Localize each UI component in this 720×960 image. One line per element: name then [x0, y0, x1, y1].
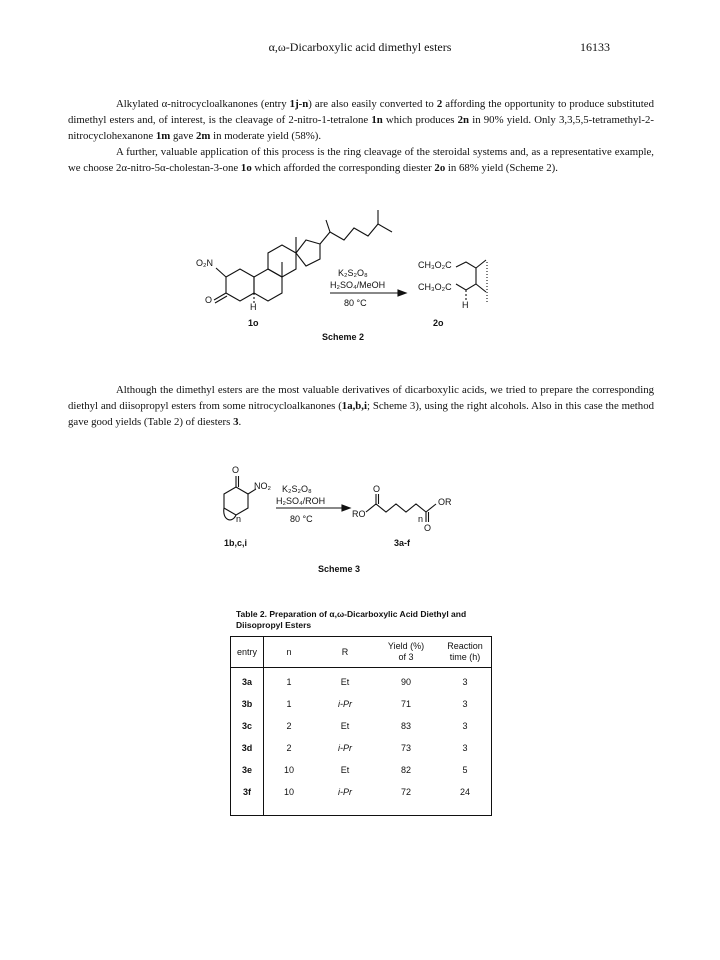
reaction-temperature: 80 °C [290, 514, 313, 524]
text-run: ) are also easily converted to [308, 98, 437, 110]
text-run: which afforded the corresponding diester [251, 162, 435, 174]
header-time-1: Reaction [447, 641, 483, 651]
cell-time: 3 [462, 677, 468, 687]
product-label: 3a-f [394, 538, 411, 548]
header-n: n [286, 647, 292, 657]
nitro-group: NO₂ [254, 481, 271, 491]
ester-group-top: CH₃O₂C [418, 260, 452, 270]
ketone-oxygen: O [232, 465, 240, 475]
text-run: ; Scheme 3), using the right alcohols. Also in this case the method gave good yields (Table 2) of diesters [68, 400, 654, 428]
cell-r: i-Pr [338, 787, 352, 797]
header-entry: entry [236, 647, 257, 657]
table-row [231, 761, 493, 783]
compound-ref: 1a,b,i [341, 400, 367, 412]
cell-r: Et [340, 765, 350, 775]
scheme-3-label: Scheme 3 [318, 564, 361, 574]
table-row [231, 783, 493, 805]
text-run: affording the opportunity to produce substituted dimethyl esters and, of interest, is the cleavage of 2-nitro-1-tetralone [68, 98, 654, 126]
cell-entry: 3b [241, 699, 253, 709]
compound-ref: 2 [436, 98, 443, 110]
nitro-substituent: O₂N [196, 258, 213, 268]
text-run: in 90% yield. Only 3,3,5,5-tetramethyl-2-nitrocyclohexanone [68, 114, 655, 142]
cell-r: i-Pr [338, 699, 352, 709]
cell-n: 2 [286, 743, 292, 753]
product-label: 2o [433, 318, 444, 328]
compound-ref: 2n [457, 114, 470, 126]
cell-entry: 3c [241, 721, 252, 731]
reactant-label: 1o [248, 318, 259, 328]
cell-r: Et [340, 677, 350, 687]
cell-n: 10 [283, 765, 294, 775]
table-row [231, 717, 493, 739]
compound-ref: 1n [371, 114, 383, 126]
alkoxy-right: OR [438, 497, 452, 507]
cell-r: Et [340, 721, 350, 731]
cell-time: 3 [462, 743, 468, 753]
cell-time: 3 [462, 699, 468, 709]
reagent-oxidant: K₂S₂O₈ [282, 484, 312, 494]
table-header [231, 637, 493, 667]
compound-ref: 3 [233, 416, 239, 428]
text-run: Although the dimethyl esters are the most valuable derivatives of dicarboxylic acids, we tried to prepare the corresponding diethyl and diisopropyl esters from some nitrocycloalkanones ( [68, 384, 654, 412]
cell-entry: 3f [242, 787, 251, 797]
compound-ref: 2o [434, 162, 446, 174]
cell-yield: 90 [400, 677, 411, 687]
cell-n: 10 [283, 787, 294, 797]
carbonyl-oxygen: O [205, 295, 213, 305]
cell-time: 5 [462, 765, 468, 775]
compound-ref: 2m [196, 130, 211, 142]
cell-yield: 82 [400, 765, 411, 775]
cell-time: 24 [459, 787, 470, 797]
text-run: Alkylated α-nitrocycloalkanones (entry [116, 98, 290, 110]
reagent-oxidant: K₂S₂O₈ [338, 268, 368, 278]
cell-entry: 3e [241, 765, 252, 775]
text-run: in moderate yield (58%). [210, 130, 322, 142]
text-run: A further, valuable application of this process is the ring cleavage of the steroidal systems and, as a representative example, we choose 2α-nitro-5α-cholestan-3-one [68, 146, 654, 174]
cell-n: 1 [286, 677, 292, 687]
table-row [231, 739, 493, 761]
product-hydrogen: H [462, 300, 469, 310]
text-run: gave [170, 130, 197, 142]
header-rule [231, 667, 491, 668]
cell-yield: 71 [400, 699, 411, 709]
table-row [231, 695, 493, 717]
compound-ref: 1j-n [289, 98, 309, 110]
cell-n: 2 [286, 721, 292, 731]
reagent-acid-solvent: H₂SO₄/MeOH [330, 280, 386, 290]
text-run: in 68% yield (Scheme 2). [445, 162, 558, 174]
cell-n: 1 [286, 699, 292, 709]
header-yield-1: Yield (%) [387, 641, 425, 651]
page-number: 16133 [580, 40, 610, 54]
header-r: R [341, 647, 349, 657]
compound-ref: 1m [155, 130, 171, 142]
reagent-acid-alcohol: H₂SO₄/ROH [276, 496, 326, 506]
cell-time: 3 [462, 721, 468, 731]
header-time-2: time (h) [449, 652, 481, 662]
reaction-temperature: 80 °C [344, 298, 367, 308]
cell-entry: 3d [241, 743, 253, 753]
cell-yield: 72 [400, 787, 411, 797]
compound-ref: 1o [240, 162, 252, 174]
product-oxygen-top: O [373, 484, 381, 494]
table-caption: Table 2. Preparation of α,ω-Dicarboxylic Acid Diethyl and Diisopropyl Esters [236, 609, 467, 630]
table-row [231, 673, 493, 695]
chain-length-index: n [418, 514, 424, 524]
ring-size-index: n [236, 514, 242, 524]
data-table [230, 636, 492, 816]
cell-yield: 73 [400, 743, 411, 753]
text-run: . [238, 416, 242, 428]
cell-r: i-Pr [338, 743, 352, 753]
cell-entry: 3a [241, 677, 252, 687]
ester-group-bottom: CH₃O₂C [418, 282, 452, 292]
stereo-hydrogen: H [250, 302, 257, 312]
header-yield-2: of 3 [398, 652, 414, 662]
table-body [231, 673, 493, 813]
reactant-label: 1b,c,i [224, 538, 248, 548]
alkoxy-left: RO [352, 509, 366, 519]
scheme-2-label: Scheme 2 [322, 332, 365, 342]
product-oxygen-bottom: O [424, 523, 432, 533]
text-run: which produces [382, 114, 458, 126]
running-header-title: α,ω-Dicarboxylic acid dimethyl esters [268, 40, 452, 54]
cell-yield: 83 [400, 721, 411, 731]
